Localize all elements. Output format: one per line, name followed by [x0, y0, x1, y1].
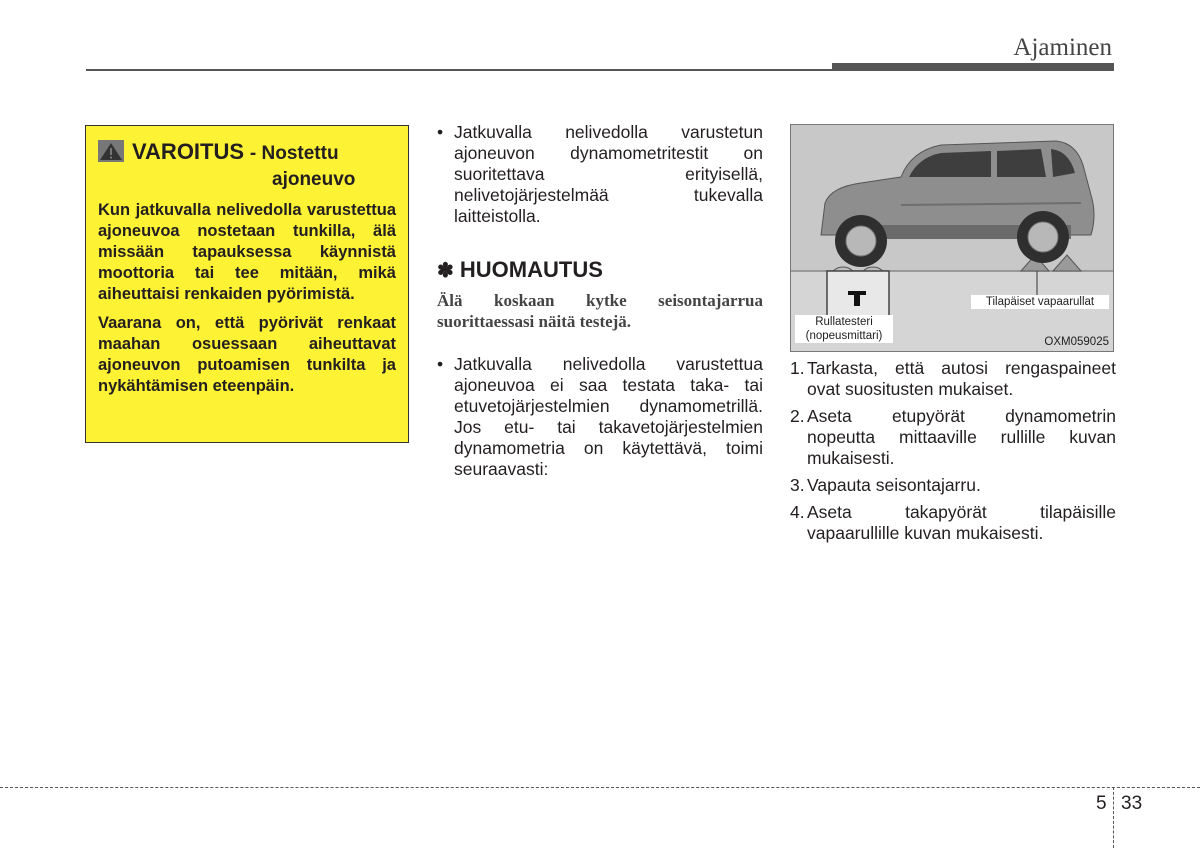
step-number: 4.	[790, 502, 805, 522]
bullet-2wd-dynamometer: • Jatkuvalla nelivedolla varustettua ajoneuvoa ei saa testata taka- tai etuvetojärjestelmien dynamometrillä. Jos etu- tai takavetojärjestelmien dynamometria on käytettävä, toimi seuraavasti:	[437, 354, 763, 480]
label-roller-tester-line1: Rullatesteri	[815, 316, 873, 328]
step-text: Aseta takapyörät tilapäisille vapaarullille kuvan mukaisesti.	[807, 502, 1116, 543]
warning-paragraph-1: Kun jatkuvalla nelivedolla varustettua ajoneuvoa nostetaan tunkilla, älä missään tapauksessa käynnistä moottoria tai tee mitään, mikä aiheuttaisi renkaiden pyörimistä.	[98, 201, 396, 303]
step-item	[790, 406, 1116, 469]
warning-subtitle-2: ajoneuvo	[272, 169, 356, 190]
label-temporary-rollers: Tilapäiset vapaarullat	[971, 295, 1109, 309]
chapter-number: 5	[1096, 793, 1107, 814]
step-text: Tarkasta, että autosi rengaspaineet ovat suositusten mukaiset.	[807, 358, 1116, 399]
warning-paragraph-2: Vaarana on, että pyörivät renkaat maahan osuessaan aiheuttavat ajoneuvon putoamisen tunkilta ja nykähtämisen eteenpäin.	[98, 314, 396, 395]
step-text: Aseta etupyörät dynamometrin nopeutta mittaaville rullille kuvan mukaisesti.	[807, 406, 1116, 468]
header-title: Ajaminen	[1013, 34, 1112, 61]
header-bar	[832, 63, 1114, 71]
warning-word: VAROITUS	[132, 139, 245, 164]
step-item	[790, 358, 1116, 400]
step-number: 3.	[790, 475, 805, 495]
footer-dashed-rule	[0, 787, 1200, 788]
label-roller-tester	[795, 315, 893, 343]
note-heading	[437, 257, 763, 284]
label-roller-tester-line2: (nopeusmittari)	[805, 330, 883, 342]
warning-box	[85, 125, 409, 443]
warning-heading	[98, 140, 396, 192]
note-text: Älä koskaan kytke seisontajarrua suorittaessasi näitä testejä.	[437, 291, 763, 331]
figure-code: OXM059025	[1044, 336, 1109, 348]
middle-column	[437, 122, 763, 480]
note-star-icon: ✽	[437, 260, 454, 282]
step-item	[790, 502, 1116, 544]
bullet-dynamometer: • Jatkuvalla nelivedolla varustetun ajoneuvon dynamometritestit on suoritettava erityisellä, nelivetojärjestelmää tukevalla laitteistolla.	[437, 122, 763, 227]
footer-vertical-rule	[1113, 787, 1114, 848]
warning-triangle-icon	[98, 140, 124, 162]
warning-subtitle-1: - Nostettu	[249, 143, 339, 164]
step-text: Vapauta seisontajarru.	[807, 475, 981, 495]
step-number: 2.	[790, 406, 805, 426]
header-rule	[86, 69, 832, 71]
steps-list	[790, 358, 1116, 550]
dynamometer-figure	[790, 124, 1114, 352]
note-heading-text: HUOMAUTUS	[459, 257, 603, 282]
page-number: 33	[1121, 793, 1143, 814]
step-item	[790, 475, 1116, 496]
step-number: 1.	[790, 358, 805, 378]
